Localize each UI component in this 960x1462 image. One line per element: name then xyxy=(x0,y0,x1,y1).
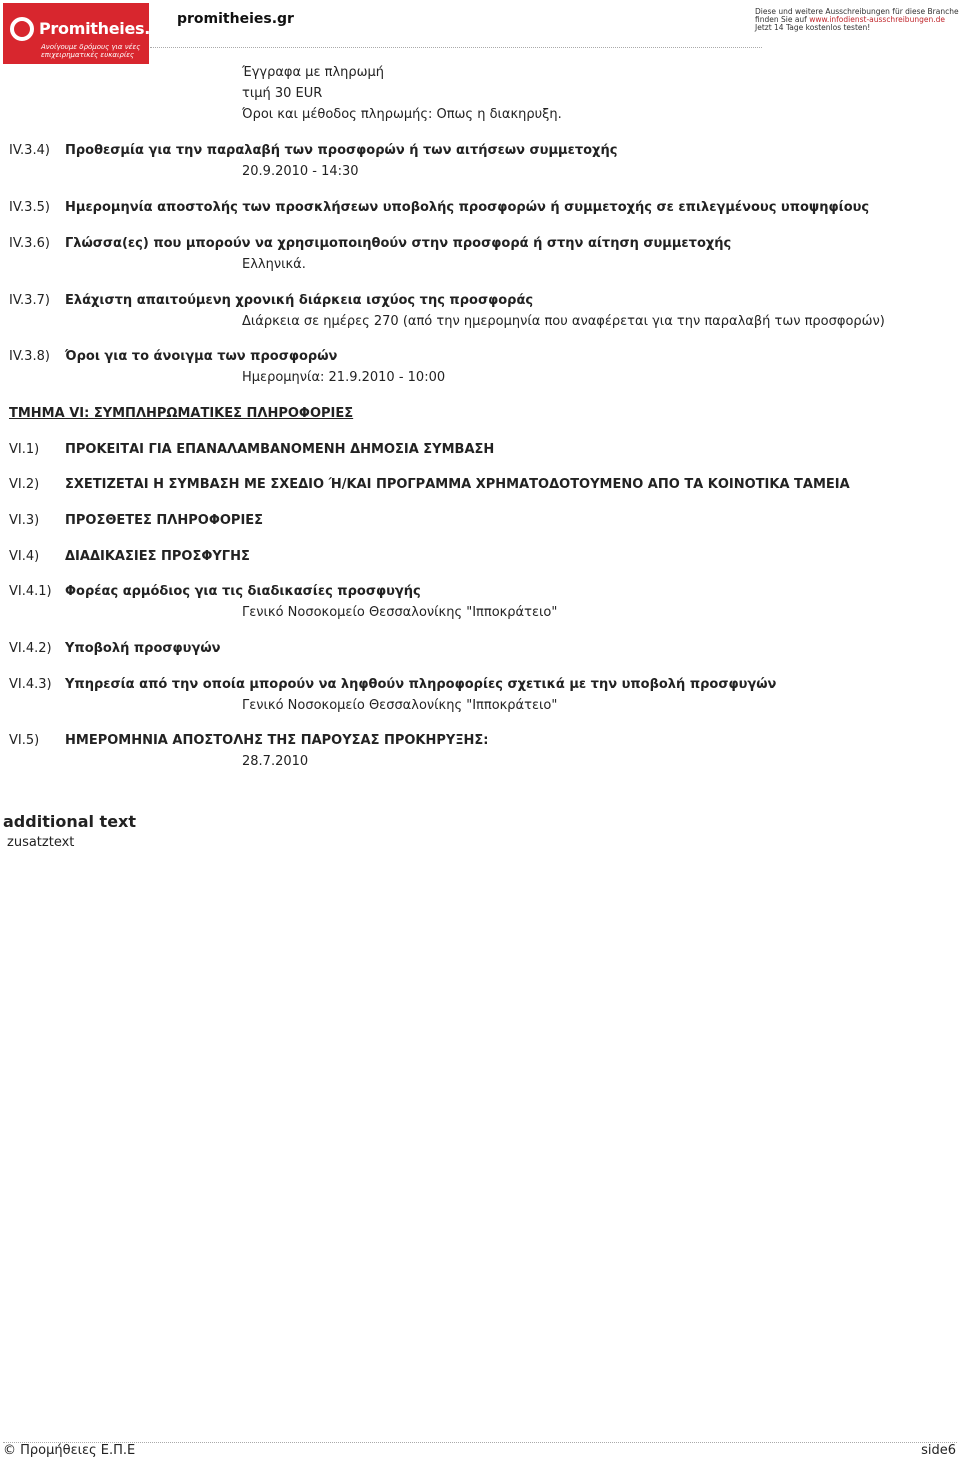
item-label: IV.3.6) xyxy=(9,236,50,251)
footer-divider xyxy=(3,1442,957,1443)
item-value: 20.9.2010 - 14:30 xyxy=(242,164,359,179)
item-value: 28.7.2010 xyxy=(242,754,309,769)
item-value: Γενικό Νοσοκομείο Θεσσαλονίκης "Ιπποκράτειο" xyxy=(242,605,558,620)
item-label: IV.3.4) xyxy=(9,143,50,158)
item-label: IV.3.7) xyxy=(9,293,50,308)
item-title: Υπηρεσία από την οποία μπορούν να ληφθούν πληροφορίες σχετικά με την υποβολή προσφυγών xyxy=(65,677,777,692)
item-title: Ελάχιστη απαιτούμενη χρονική διάρκεια ισχύος της προσφοράς xyxy=(65,293,534,308)
item-title: ΔΙΑΔΙΚΑΣΙΕΣ ΠΡΟΣΦΥΓΗΣ xyxy=(65,549,250,564)
value: Έγγραφα με πληρωμή xyxy=(242,65,385,80)
item-label: IV.3.8) xyxy=(9,349,50,364)
item-title: Προθεσμία για την παραλαβή των προσφορών ή των αιτήσεων συμμετοχής xyxy=(65,143,618,158)
value: τιμή 30 EUR xyxy=(242,86,323,101)
item-title: Υποβολή προσφυγών xyxy=(65,641,221,656)
item-title: ΠΡΟΚΕΙΤΑΙ ΓΙΑ ΕΠΑΝΑΛΑΜΒΑΝΟΜΕΝΗ ΔΗΜΟΣΙΑ ΣΥΜΒΑΣΗ xyxy=(65,442,495,457)
item-label: VI.5) xyxy=(9,733,40,748)
item-label: IV.3.5) xyxy=(9,200,50,215)
item-value: Διάρκεια σε ημέρες 270 (από την ημερομηνία που αναφέρεται για την παραλαβή των προσφορών) xyxy=(242,314,885,329)
additional-text: zusatztext xyxy=(7,835,75,850)
item-title: Φορέας αρμόδιος για τις διαδικασίες προσφυγής xyxy=(65,584,421,599)
header-divider xyxy=(150,47,762,48)
item-title: ΠΡΟΣΘΕΤΕΣ ΠΛΗΡΟΦΟΡΙΕΣ xyxy=(65,513,264,528)
logo-tagline: Ανοίγουμε δρόμους για νέες επιχειρηματικές ευκαιρίες xyxy=(41,43,141,59)
item-label: VI.4.3) xyxy=(9,677,52,692)
item-label: VI.4.2) xyxy=(9,641,52,656)
item-value: Ημερομηνία: 21.9.2010 - 10:00 xyxy=(242,370,446,385)
section-heading: ΤΜΗΜΑ VI: ΣΥΜΠΛΗΡΩΜΑΤΙΚΕΣ ΠΛΗΡΟΦΟΡΙΕΣ xyxy=(9,406,354,421)
item-title: ΗΜΕΡΟΜΗΝΙΑ ΑΠΟΣΤΟΛΗΣ ΤΗΣ ΠΑΡΟΥΣΑΣ ΠΡΟΚΗΡΥΞΗΣ: xyxy=(65,733,489,748)
ad-text-1: Diese und weitere Ausschreibungen für diese Branche finden Sie auf xyxy=(755,7,959,24)
ad-link[interactable]: www.infodienst-ausschreibungen.de xyxy=(809,15,945,24)
footer-copyright: © Προμήθειες Ε.Π.Ε xyxy=(3,1443,136,1458)
logo-gauge-icon xyxy=(10,17,34,41)
value: Όροι και μέθοδος πληρωμής: Οπως η διακηρυξη. xyxy=(242,107,562,122)
site-name: promitheies.gr xyxy=(177,11,294,27)
item-label: VI.4) xyxy=(9,549,40,564)
item-label: VI.1) xyxy=(9,442,40,457)
item-title: Ημερομηνία αποστολής των προσκλήσεων υποβολής προσφορών ή συμμετοχής σε επιλεγμένους υποψηφίους xyxy=(65,200,870,215)
footer-page: side6 xyxy=(921,1443,956,1458)
item-label: VI.4.1) xyxy=(9,584,52,599)
item-value: Γενικό Νοσοκομείο Θεσσαλονίκης "Ιπποκράτειο" xyxy=(242,698,558,713)
item-value: Ελληνικά. xyxy=(242,257,306,272)
item-label: VI.3) xyxy=(9,513,40,528)
ad-text-2: Jetzt 14 Tage kostenlos testen! xyxy=(755,23,871,32)
item-title: Γλώσσα(ες) που μπορούν να χρησιμοποιηθούν στην προσφορά ή στην αίτηση συμμετοχής xyxy=(65,236,732,251)
ad-text xyxy=(755,8,960,32)
additional-heading: additional text xyxy=(3,812,137,831)
item-title: Όροι για το άνοιγμα των προσφορών xyxy=(65,349,338,364)
logo-brand: Promitheies.gr xyxy=(39,19,169,38)
logo[interactable] xyxy=(3,3,169,64)
item-label: VI.2) xyxy=(9,477,40,492)
item-title: ΣΧΕΤΙΖΕΤΑΙ Η ΣΥΜΒΑΣΗ ΜΕ ΣΧΕΔΙΟ Ή/ΚΑΙ ΠΡΟΓΡΑΜΜΑ ΧΡΗΜΑΤΟΔΟΤΟΥΜΕΝΟ ΑΠΟ ΤΑ ΚΟΙΝΟΤΙΚΑ ΤΑΜΕΙΑ xyxy=(65,477,850,492)
